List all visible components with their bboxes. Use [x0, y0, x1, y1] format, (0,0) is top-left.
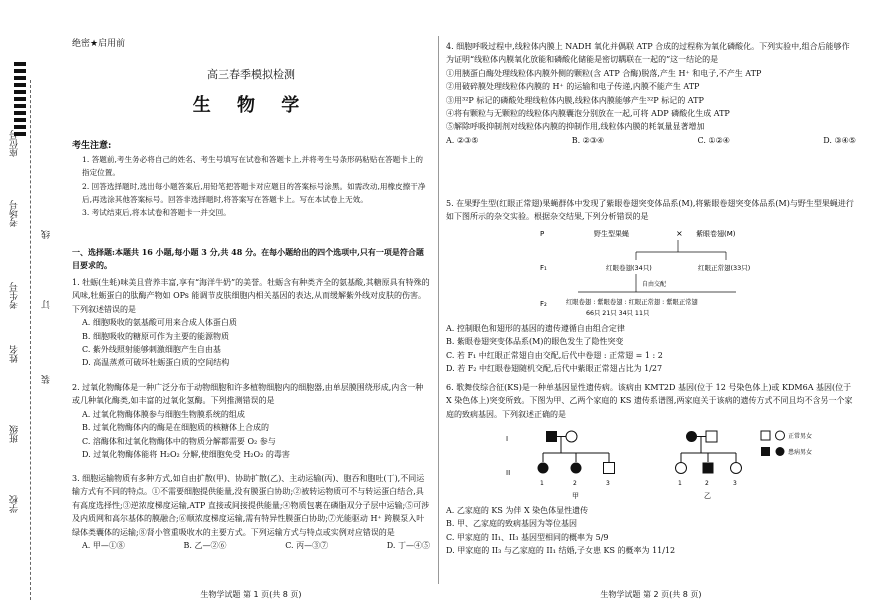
affected-male	[703, 463, 714, 474]
p-mutant: 紫眼卷翅(M)	[696, 230, 736, 238]
options-row	[72, 539, 430, 552]
page-2	[446, 0, 856, 615]
statement-1: ①用胰蛋白酶处理线粒体内膜外侧的颗粒(含 ATP 合酶)脱落,产生 H⁺ 和电子,不产生 ATP	[446, 68, 762, 78]
option-a: A. 控制眼色和翅形的基因的遗传遵循自由组合定律	[446, 324, 625, 333]
exam-title: 高三春季模拟检测	[207, 68, 295, 81]
pedigree-chart	[506, 425, 836, 505]
option-c: C. ①②④	[697, 135, 730, 145]
gen-2-label: II	[506, 469, 511, 477]
question-stem: 1. 牡蛎(生蚝)味美且营养丰富,享有“海洋牛奶”的美誉。牡蛎含有种类齐全的氨基酸,其糖原具有特殊的风味,牡蛎蛋白的肽酶产物如 OPs 能调节皮肤细胞内相关基因的表达,从而缓解紫外线对皮肤的伤害。下列叙述错误的是	[72, 278, 430, 314]
option-d: D. 高温蒸煮可破坏牡蛎蛋白质的空间结构	[82, 358, 230, 368]
notice-list	[82, 153, 427, 219]
bind-mark-staple: 订	[42, 300, 52, 309]
question-stem: 5. 在果野生型(红眼正常翅)果蝇群体中发现了紫眼卷翅突变体品系(M),将紫眼卷翅突变体品系(M)与野生型果蝇进行如下图所示的杂交实验。根据杂交结果,下列分析错误的是	[446, 199, 854, 222]
family-yi-label: 乙	[704, 492, 711, 500]
notice-heading: 考生注意:	[72, 141, 112, 151]
option-c: C. 紫外线照射能够刺激细胞产生自由基	[82, 345, 221, 355]
f2-label: F₂	[540, 300, 547, 308]
question-6	[446, 381, 856, 421]
subject-title: 生 物 学	[192, 95, 310, 116]
svg-text:3: 3	[606, 480, 610, 487]
notice-item: 2. 回答选择题时,选出每小题答案后,用铅笔把答题卡对应题目的答案标号涂黑。如需改动,用橡皮擦干净后,再选涂其他答案标号。回答非选择题时,将答案写在答题卡上。写在本试卷上无效。	[82, 181, 426, 204]
notice-item: 3. 考试结束后,将本试卷和答题卡一并交回。	[82, 208, 231, 218]
bind-mark-line: 线	[42, 230, 52, 239]
option-c: C. 溶酶体和过氧化物酶体中的物质分解都需要 O₂ 参与	[82, 436, 276, 446]
f1-curly: 红眼卷翅(34只)	[606, 264, 652, 272]
option-a: A. 过氧化物酶体膜参与细胞生物膜系统的组成	[82, 409, 245, 419]
option-d: D. ③④⑤	[823, 135, 856, 145]
binding-dashed-line	[30, 80, 31, 600]
question-stem: 4. 细胞呼吸过程中,线粒体内膜上 NADH 氧化并偶联 ATP 合成的过程称为氧化磷酸化。下列实验中,组合后能够作为证明“线粒体内膜氧化放能和磷酸化储能是密切耦联在一起的”这一结论的是	[446, 42, 850, 65]
option-d: D. 甲家庭的 II₃ 与乙家庭的 II₁ 结婚,子女患 KS 的概率为 11/12	[446, 546, 676, 556]
statement-3: ③用³²P 标记的磷酸处理线粒体内膜,线粒体内膜能够产生³²P 标记的 ATP	[446, 95, 704, 105]
option-d: D. 若 F₂ 中红眼卷翅随机交配,后代中紫眼正常翅占比为 1/27	[446, 364, 663, 374]
option-c: C. 甲家庭的 II₁、II₃ 基因型相同的概率为 5/9	[446, 532, 609, 542]
legend-affected: 患病男女	[788, 449, 813, 456]
f1-normal: 红眼正常翅(33只)	[698, 264, 751, 272]
svg-text:3: 3	[733, 480, 737, 487]
normal-female	[566, 431, 577, 442]
option-a: A. 细胞吸收的氨基酸可用来合成人体蛋白质	[82, 318, 237, 328]
student-id-label: 考生号	[10, 282, 20, 309]
notice-item: 1. 答题前,考生务必将自己的姓名、考生号填写在试卷和答题卡上,并将考生号条形码粘贴在答题卡上的指定位置。	[82, 155, 424, 178]
question-stem: 6. 歌舞伎综合征(KS)是一种单基因显性遗传病。该病由 KMT2D 基因(位于 12 号染色体上)或 KDM6A 基因(位于 X 染色体上)突变所致。下图为甲、乙两个家庭的 KS 遗传系谱图,两家庭关于该病的遗传方式不同且均不含另一个家庭的致病基因。下列叙述正确的是	[446, 383, 853, 419]
cross-diagram	[536, 226, 816, 318]
legend-normal: 正常男女	[788, 433, 813, 440]
normal-female	[676, 463, 687, 474]
question-6-options	[446, 504, 856, 558]
bind-mark-bind: 装	[42, 375, 52, 384]
school-label: 学校	[10, 495, 20, 513]
option-d: D. 过氧化物酶体能将 H₂O₂ 分解,使细胞免受 H₂O₂ 的毒害	[82, 450, 290, 460]
svg-text:2: 2	[573, 480, 577, 487]
question-4	[446, 40, 856, 147]
f1-label: F₁	[540, 264, 547, 272]
svg-text:2: 2	[705, 480, 709, 487]
option-b: B. 过氧化物酶体内的酶是在细胞质的核糖体上合成的	[82, 423, 269, 433]
p-wildtype: 野生型果蝇	[594, 230, 629, 238]
svg-text:1: 1	[540, 480, 544, 487]
statement-4: ④将有颗粒与无颗粒的线粒体内膜囊泡分别放在一起,可将 ADP 磷酸化生成 ATP	[446, 109, 730, 119]
p-label: P	[540, 230, 545, 238]
gen-1-label: I	[506, 435, 509, 443]
barcode-stripes	[14, 62, 26, 136]
option-d: D. 丁—④⑤	[386, 541, 430, 551]
question-2	[72, 381, 430, 461]
affected-female	[571, 463, 582, 474]
statement-5: ⑤解除呼吸抑制剂对线粒体内膜的抑制作用,线粒体内膜的耗氧量显著增加	[446, 122, 705, 132]
affected-female	[686, 431, 697, 442]
cross-symbol: ×	[676, 229, 683, 238]
question-3	[72, 472, 430, 552]
option-a: A. 乙家庭的 KS 为伴 X 染色体显性遗传	[446, 506, 589, 515]
f2-phenotypes: 红眼卷翅 : 紫眼卷翅 : 红眼正常翅 : 紫眼正常翅	[566, 299, 698, 306]
confidential-mark: 绝密★启用前	[72, 39, 126, 49]
affected-female	[538, 463, 549, 474]
question-5-options	[446, 322, 856, 376]
option-c: C. 若 F₁ 中红眼正常翅自由交配,后代中卷翅 : 正常翅 = 1 : 2	[446, 350, 663, 360]
question-stem: 3. 细胞运输物质有多种方式,如自由扩散(甲)、协助扩散(乙)、主动运输(丙)、胞吞和胞吐(丁),不同运输方式有不同的特点。①不需要细胞提供能量,没有膜蛋白协助;②被转运物质可不与转运蛋白结合,具有高度选择性;③逆浓度梯度运输,ATP 直接或间接提供能量;④物质包裹在磷脂双分子层中运输;⑤可涉及内质网和高尔基体的膜融合;⑥顺浓度梯度运输,需有特异性膜蛋白协助;⑦光能驱动 H⁺ 跨膜泵入叶绿体类囊体的运输;⑧肾小管重吸收水的主要方式。下列运输方式与特点或实例对应错误的是	[72, 474, 430, 537]
options-row	[446, 134, 856, 147]
option-b: B. 乙—②⑥	[183, 541, 227, 551]
page-footer: 生物学试题 第 2 页(共 8 页)	[600, 589, 702, 599]
section-heading: 一、选择题:本题共 16 小题,每小题 3 分,共 48 分。在每小题给出的四个选项中,只有一项是符合题目要求的。	[72, 247, 424, 271]
name-label: 姓名	[10, 345, 20, 363]
option-c: C. 丙—③⑦	[285, 541, 329, 551]
option-b: B. 紫眼卷翅突变体品系(M)的眼色发生了隐性突变	[446, 337, 624, 347]
affected-male	[546, 431, 557, 442]
page-1	[72, 0, 430, 615]
option-b: B. 细胞吸收的糖原可作为主要的能源物质	[82, 331, 229, 341]
statement-2: ②用破碎膜处理线粒体内膜的 H⁺ 的运输和电子传递,内膜不能产生 ATP	[446, 82, 700, 92]
exam-room-label: 考场号	[10, 200, 20, 227]
normal-male	[604, 463, 615, 474]
seat-label: 座位号	[10, 130, 20, 157]
binding-margin	[0, 0, 62, 615]
page-footer: 生物学试题 第 1 页(共 8 页)	[200, 589, 302, 599]
option-b: B. ②③④	[571, 135, 605, 145]
page-divider	[438, 36, 439, 584]
normal-male	[706, 431, 717, 442]
option-a: A. 甲—①⑧	[82, 541, 125, 551]
question-stem: 2. 过氧化物酶体是一种广泛分布于动物细胞和许多植物细胞内的细胞器,由单层膜围绕形成,内含一种或几种氧化酶类,如丰富的过氧化氢酶。下列推测错误的是	[72, 383, 424, 406]
question-1	[72, 276, 430, 370]
question-5	[446, 197, 856, 224]
family-jia-label: 甲	[572, 492, 579, 500]
option-b: B. 甲、乙家庭的致病基因为等位基因	[446, 519, 577, 529]
svg-text:1: 1	[678, 480, 682, 487]
self-cross-label: 自由交配	[642, 281, 667, 288]
class-label: 班级	[10, 425, 20, 443]
f2-counts: 66只 21只 34只 11只	[586, 310, 650, 317]
option-a: A. ②③⑤	[446, 135, 479, 145]
normal-female	[731, 463, 742, 474]
